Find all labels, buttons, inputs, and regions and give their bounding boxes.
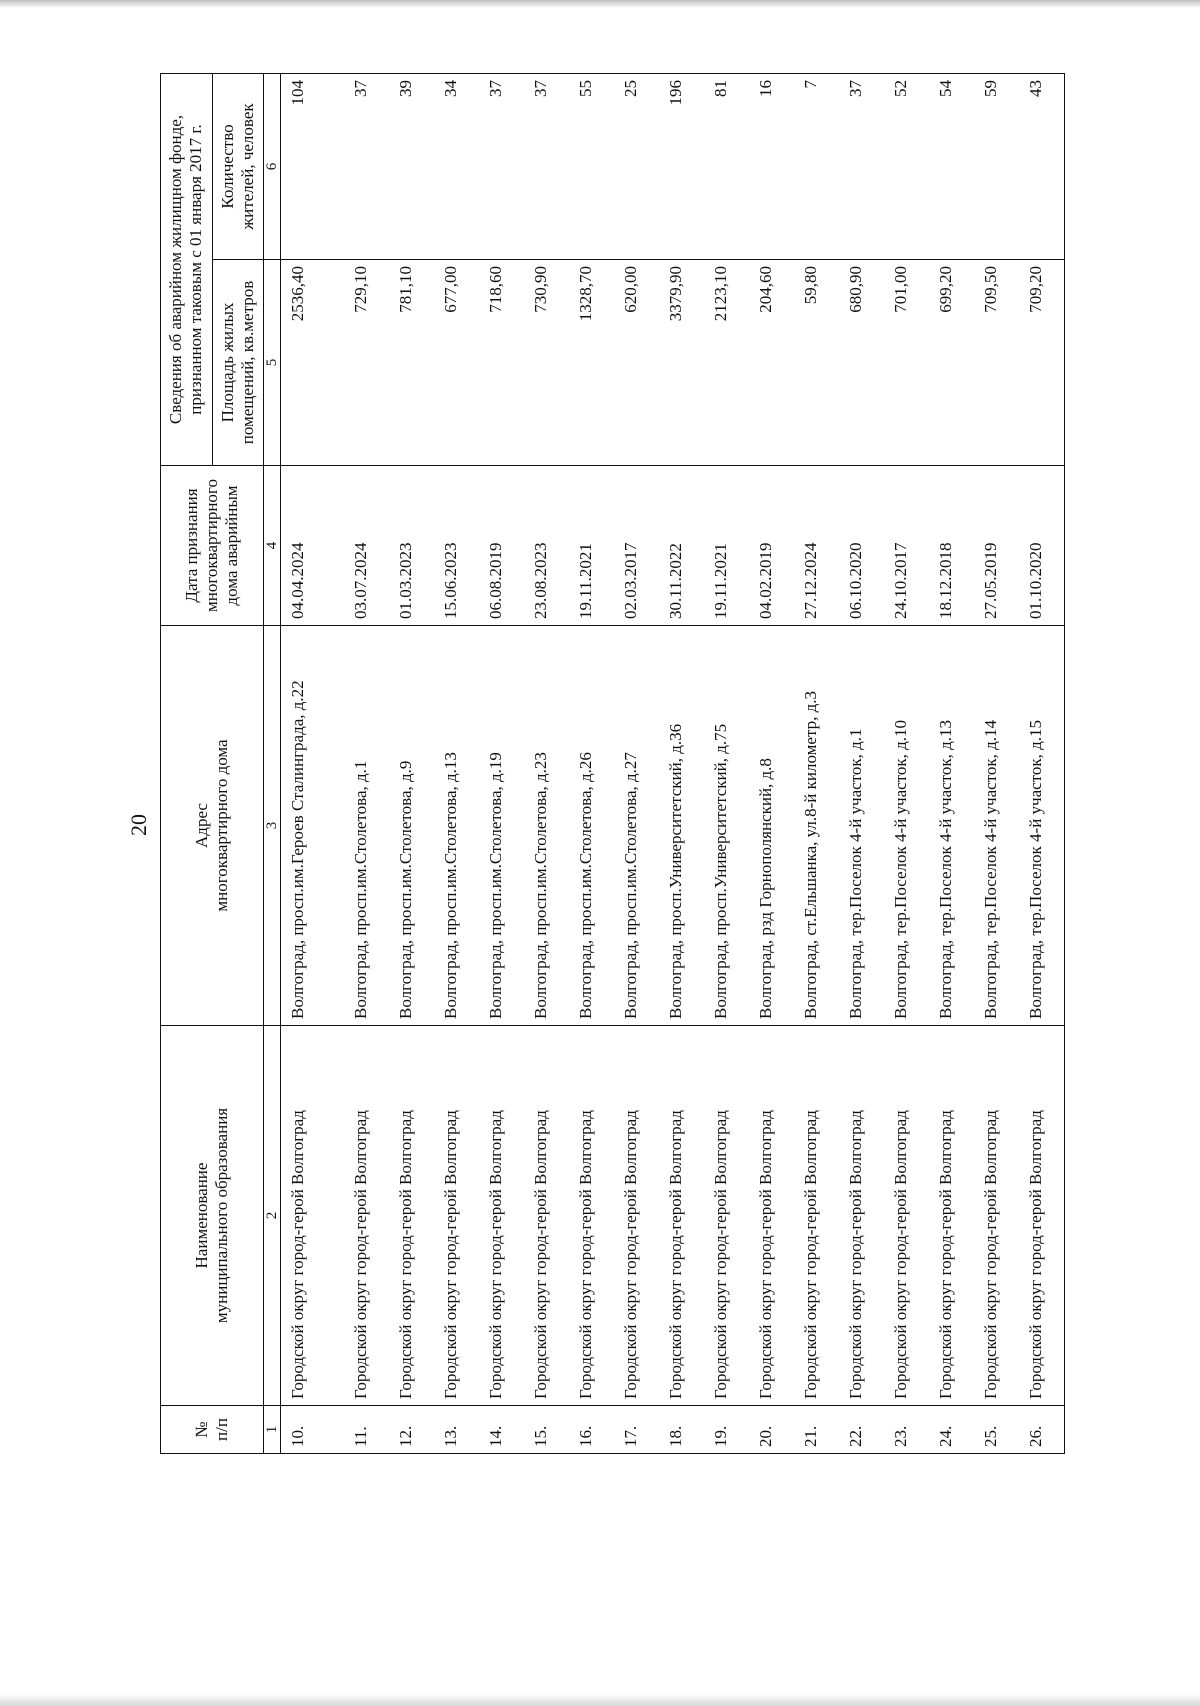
residents-count: 104 (281, 73, 345, 259)
row-number: 14. (479, 1406, 524, 1454)
row-number: 25. (974, 1406, 1019, 1454)
row-number: 11. (344, 1406, 389, 1454)
living-area: 2536,40 (281, 260, 345, 466)
header-area: Площадь жилых помещений, кв.метров (212, 260, 264, 466)
row-number: 10. (281, 1406, 345, 1454)
house-address: Волгоград, просп.им.Столетова, д.26 (569, 626, 614, 1026)
house-address: Волгоград, ст.Ельшанка, ул.8-й километр, д.3 (794, 626, 839, 1026)
municipality-name: Городской округ город-герой Волгоград (344, 1026, 389, 1406)
living-area: 709,50 (974, 260, 1019, 466)
residents-count: 25 (614, 73, 659, 259)
table-row (704, 73, 749, 1453)
living-area: 701,00 (884, 260, 929, 466)
residents-count: 37 (839, 73, 884, 259)
table-row (794, 73, 839, 1453)
row-number: 22. (839, 1406, 884, 1454)
emergency-date: 19.11.2021 (569, 466, 614, 626)
emergency-date: 27.12.2024 (794, 466, 839, 626)
row-number: 19. (704, 1406, 749, 1454)
table-header (161, 73, 281, 1453)
municipality-name: Городской округ город-герой Волгоград (389, 1026, 434, 1406)
municipality-name: Городской округ город-герой Волгоград (659, 1026, 704, 1406)
municipality-name: Городской округ город-герой Волгоград (281, 1026, 345, 1406)
living-area: 677,00 (434, 260, 479, 466)
house-address: Волгоград, просп.им.Столетова, д.27 (614, 626, 659, 1026)
table-row (524, 73, 569, 1453)
municipality-name: Городской округ город-герой Волгоград (794, 1026, 839, 1406)
column-number: 6 (264, 73, 281, 259)
house-address: Волгоград, просп.им.Героев Сталинграда, д.22 (281, 626, 345, 1026)
table-row (281, 73, 345, 1453)
row-number: 26. (1019, 1406, 1065, 1454)
emergency-date: 06.08.2019 (479, 466, 524, 626)
table-row (884, 73, 929, 1453)
emergency-date: 03.07.2024 (344, 466, 389, 626)
house-address: Волгоград, просп.им.Столетова, д.9 (389, 626, 434, 1026)
municipality-name: Городской округ город-герой Волгоград (1019, 1026, 1065, 1406)
house-address: Волгоград, просп.им.Столетова, д.19 (479, 626, 524, 1026)
residents-count: 59 (974, 73, 1019, 259)
column-number: 2 (264, 1026, 281, 1406)
municipality-name: Городской округ город-герой Волгоград (749, 1026, 794, 1406)
municipality-name: Городской округ город-герой Волгоград (929, 1026, 974, 1406)
residents-count: 37 (524, 73, 569, 259)
emergency-date: 19.11.2021 (704, 466, 749, 626)
emergency-date: 04.02.2019 (749, 466, 794, 626)
scan-edge-top (0, 0, 1200, 8)
header-municipality: Наименование муниципального образования (161, 1026, 264, 1406)
row-number: 18. (659, 1406, 704, 1454)
living-area: 59,80 (794, 260, 839, 466)
municipality-name: Городской округ город-герой Волгоград (569, 1026, 614, 1406)
residents-count: 43 (1019, 73, 1065, 259)
row-number: 12. (389, 1406, 434, 1454)
house-address: Волгоград, просп.Университетский, д.75 (704, 626, 749, 1026)
house-address: Волгоград, тер.Поселок 4-й участок, д.15 (1019, 626, 1065, 1026)
house-address: Волгоград, просп.им.Столетова, д.23 (524, 626, 569, 1026)
table-row (389, 73, 434, 1453)
municipality-name: Городской округ город-герой Волгоград (524, 1026, 569, 1406)
scan-edge-bottom (0, 1694, 1200, 1706)
municipality-name: Городской округ город-герой Волгоград (839, 1026, 884, 1406)
residents-count: 7 (794, 73, 839, 259)
municipality-name: Городской округ город-герой Волгоград (974, 1026, 1019, 1406)
emergency-date: 18.12.2018 (929, 466, 974, 626)
municipality-name: Городской округ город-герой Волгоград (704, 1026, 749, 1406)
row-number: 16. (569, 1406, 614, 1454)
column-numbers-row (264, 73, 281, 1453)
living-area: 2123,10 (704, 260, 749, 466)
living-area: 729,10 (344, 260, 389, 466)
header-date: Дата признания многоквартирного дома аварийным (161, 466, 264, 626)
living-area: 781,10 (389, 260, 434, 466)
living-area: 3379,90 (659, 260, 704, 466)
header-housing-info: Сведения об аварийном жилищном фонде, признанном таковым с 01 января 2017 г. (161, 73, 213, 465)
municipality-name: Городской округ город-герой Волгоград (479, 1026, 524, 1406)
house-address: Волгоград, тер.Поселок 4-й участок, д.1 (839, 626, 884, 1026)
emergency-date: 01.10.2020 (1019, 466, 1065, 626)
table-row (749, 73, 794, 1453)
table-row (479, 73, 524, 1453)
table-row (659, 73, 704, 1453)
row-number: 15. (524, 1406, 569, 1454)
residents-count: 37 (344, 73, 389, 259)
residents-count: 54 (929, 73, 974, 259)
living-area: 620,00 (614, 260, 659, 466)
living-area: 680,90 (839, 260, 884, 466)
residents-count: 16 (749, 73, 794, 259)
residents-count: 52 (884, 73, 929, 259)
row-number: 21. (794, 1406, 839, 1454)
living-area: 1328,70 (569, 260, 614, 466)
row-number: 23. (884, 1406, 929, 1454)
municipality-name: Городской округ город-герой Волгоград (614, 1026, 659, 1406)
emergency-date: 23.08.2023 (524, 466, 569, 626)
table-row (974, 73, 1019, 1453)
table-row (344, 73, 389, 1453)
emergency-date: 01.03.2023 (389, 466, 434, 626)
rotated-document (160, 74, 1180, 1454)
residents-count: 55 (569, 73, 614, 259)
table-row (614, 73, 659, 1453)
emergency-date: 24.10.2017 (884, 466, 929, 626)
house-address: Волгоград, тер.Поселок 4-й участок, д.10 (884, 626, 929, 1026)
table-body (281, 73, 1065, 1453)
house-address: Волгоград, рзд Горнополянский, д.8 (749, 626, 794, 1026)
table-row (839, 73, 884, 1453)
residents-count: 34 (434, 73, 479, 259)
house-address: Волгоград, тер.Поселок 4-й участок, д.13 (929, 626, 974, 1026)
emergency-date: 30.11.2022 (659, 466, 704, 626)
house-address: Волгоград, просп.им.Столетова, д.1 (344, 626, 389, 1026)
column-number: 4 (264, 466, 281, 626)
header-no: № п/п (161, 1406, 264, 1454)
residents-count: 196 (659, 73, 704, 259)
living-area: 204,60 (749, 260, 794, 466)
emergency-housing-table (160, 73, 1065, 1454)
emergency-date: 27.05.2019 (974, 466, 1019, 626)
emergency-date: 04.04.2024 (281, 466, 345, 626)
residents-count: 81 (704, 73, 749, 259)
page-number: 20 (126, 814, 151, 836)
living-area: 718,60 (479, 260, 524, 466)
living-area: 699,20 (929, 260, 974, 466)
municipality-name: Городской округ город-герой Волгоград (884, 1026, 929, 1406)
row-number: 17. (614, 1406, 659, 1454)
municipality-name: Городской округ город-герой Волгоград (434, 1026, 479, 1406)
row-number: 24. (929, 1406, 974, 1454)
living-area: 709,20 (1019, 260, 1065, 466)
row-number: 20. (749, 1406, 794, 1454)
living-area: 730,90 (524, 260, 569, 466)
house-address: Волгоград, просп.им.Столетова, д.13 (434, 626, 479, 1026)
column-number: 1 (264, 1406, 281, 1454)
header-people: Количество жителей, человек (212, 73, 264, 259)
emergency-date: 06.10.2020 (839, 466, 884, 626)
table-row (434, 73, 479, 1453)
table-row (929, 73, 974, 1453)
emergency-date: 15.06.2023 (434, 466, 479, 626)
row-number: 13. (434, 1406, 479, 1454)
column-number: 5 (264, 260, 281, 466)
house-address: Волгоград, просп.Университетский, д.36 (659, 626, 704, 1026)
emergency-date: 02.03.2017 (614, 466, 659, 626)
residents-count: 37 (479, 73, 524, 259)
residents-count: 39 (389, 73, 434, 259)
house-address: Волгоград, тер.Поселок 4-й участок, д.14 (974, 626, 1019, 1026)
table-row (569, 73, 614, 1453)
column-number: 3 (264, 626, 281, 1026)
table-row (1019, 73, 1065, 1453)
header-address: Адрес многоквартирного дома (161, 626, 264, 1026)
